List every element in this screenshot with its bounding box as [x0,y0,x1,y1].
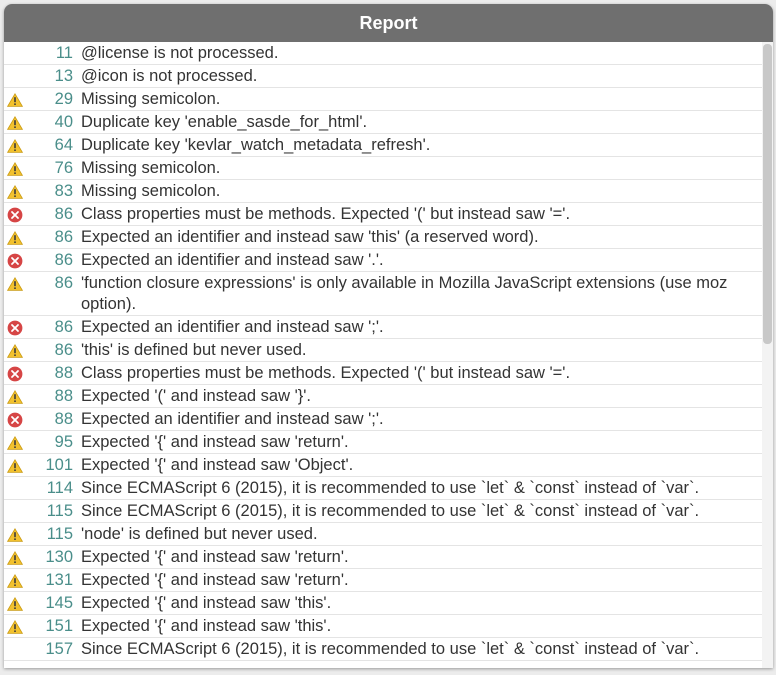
report-row[interactable] [4,523,762,546]
warning-icon [4,340,26,361]
report-row[interactable] [4,385,762,408]
line-number: 88 [54,387,73,405]
report-message: Expected an identifier and instead saw ';'. [81,318,384,336]
warning-icon [4,616,26,637]
report-message: Expected an identifier and instead saw 'this' (a reserved word). [81,228,539,246]
report-row[interactable] [4,431,762,454]
warning-icon [4,570,26,591]
icon-slot [4,478,26,499]
report-message: Class properties must be methods. Expected '(' but instead saw '='. [81,205,571,223]
line-number: 88 [54,410,73,428]
line-number: 151 [45,617,73,635]
line-number: 64 [54,136,73,154]
report-message: 'function closure expressions' is only available in Mozilla JavaScript extensions (use moz option). [81,274,728,313]
report-message: Expected an identifier and instead saw '.'. [81,251,384,269]
report-message: Expected '{' and instead saw 'return'. [81,571,349,589]
report-row[interactable] [4,88,762,111]
line-number: 29 [54,90,73,108]
report-message: @icon is not processed. [81,67,258,85]
warning-icon [4,135,26,156]
warning-icon [4,432,26,453]
line-number: 86 [54,318,73,336]
report-row[interactable] [4,226,762,249]
report-message: Expected '{' and instead saw 'Object'. [81,456,354,474]
warning-icon [4,273,26,294]
line-number: 95 [54,433,73,451]
report-message: Duplicate key 'enable_sasde_for_html'. [81,113,368,131]
report-list[interactable] [4,42,762,668]
line-number: 86 [54,205,73,223]
line-number: 131 [45,571,73,589]
report-message: 'node' is defined but never used. [81,525,318,543]
line-number: 76 [54,159,73,177]
line-number: 101 [45,456,73,474]
warning-icon [4,455,26,476]
report-message: Since ECMAScript 6 (2015), it is recommended to use `let` & `const` instead of `var`. [81,640,700,658]
report-message: Missing semicolon. [81,90,221,108]
warning-icon [4,158,26,179]
report-message: Expected '(' and instead saw '}'. [81,387,311,405]
report-message: Duplicate key 'kevlar_watch_metadata_refresh'. [81,136,431,154]
report-row[interactable] [4,65,762,88]
line-number: 130 [45,548,73,566]
report-row[interactable] [4,42,762,65]
report-row[interactable] [4,249,762,272]
report-row[interactable] [4,272,762,316]
report-row[interactable] [4,316,762,339]
line-number: 86 [54,274,73,292]
report-message: Missing semicolon. [81,182,221,200]
report-row[interactable] [4,339,762,362]
warning-icon [4,547,26,568]
error-icon [4,363,26,384]
line-number: 86 [54,228,73,246]
report-message: Since ECMAScript 6 (2015), it is recommended to use `let` & `const` instead of `var`. [81,502,700,520]
warning-icon [4,593,26,614]
report-row[interactable] [4,454,762,477]
icon-slot [4,501,26,522]
report-row[interactable] [4,157,762,180]
line-number: 11 [55,44,73,62]
warning-icon [4,112,26,133]
report-row[interactable] [4,111,762,134]
error-icon [4,409,26,430]
report-row[interactable] [4,592,762,615]
report-message: 'this' is defined but never used. [81,341,307,359]
report-message: Expected an identifier and instead saw ';'. [81,410,384,428]
icon-slot [4,639,26,660]
report-message: Since ECMAScript 6 (2015), it is recommended to use `let` & `const` instead of `var`. [81,479,700,497]
line-number: 115 [46,502,73,520]
line-number: 157 [45,640,73,658]
report-row[interactable] [4,203,762,226]
line-number: 13 [54,67,73,85]
report-row[interactable] [4,638,762,661]
report-row[interactable] [4,546,762,569]
line-number: 114 [46,479,73,497]
line-number: 86 [54,341,73,359]
report-row[interactable] [4,477,762,500]
report-row[interactable] [4,362,762,385]
error-icon [4,204,26,225]
report-message: Expected '{' and instead saw 'this'. [81,594,332,612]
line-number: 88 [54,364,73,382]
report-row[interactable] [4,180,762,203]
scrollbar-thumb[interactable] [763,44,772,344]
report-titlebar[interactable] [4,4,773,42]
icon-slot [4,66,26,87]
report-message: @license is not processed. [81,44,279,62]
report-row[interactable] [4,569,762,592]
report-message: Missing semicolon. [81,159,221,177]
warning-icon [4,227,26,248]
scrollbar[interactable] [762,42,773,668]
line-number: 145 [45,594,73,612]
report-message: Expected '{' and instead saw 'return'. [81,433,349,451]
warning-icon [4,524,26,545]
report-title: Report [359,12,418,33]
line-number: 40 [54,113,73,131]
warning-icon [4,89,26,110]
line-number: 86 [54,251,73,269]
report-row[interactable] [4,615,762,638]
warning-icon [4,181,26,202]
line-number: 115 [46,525,73,543]
report-row[interactable] [4,134,762,157]
report-row[interactable] [4,408,762,431]
icon-slot [4,43,26,64]
report-message: Expected '{' and instead saw 'return'. [81,548,349,566]
report-message: Class properties must be methods. Expected '(' but instead saw '='. [81,364,571,382]
error-icon [4,317,26,338]
error-icon [4,250,26,271]
report-row[interactable] [4,500,762,523]
report-dialog [4,4,773,668]
line-number: 83 [54,182,73,200]
warning-icon [4,386,26,407]
report-message: Expected '{' and instead saw 'this'. [81,617,332,635]
